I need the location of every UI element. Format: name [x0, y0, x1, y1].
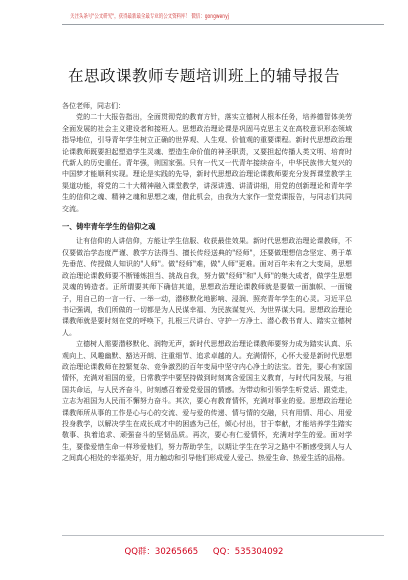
footer — [0, 545, 408, 557]
footer-qq-group: QQ群：30265665 — [124, 547, 199, 557]
document-title: 在思政课教师专题培训班上的辅导报告 — [67, 67, 340, 85]
footer-divider — [62, 535, 384, 536]
body-paragraph: 让有信仰的人讲信仰，方能让学生信服、收获最佳效果。新时代思想政治理论课教师，不仅要做治学态度严谨、教学方法得当、擅长传经送典的"经师"，还要做理想信念坚定、勇于革先垂范、传授做人知识的"人师"。做"经师"难，做"人师"更难。面对百年未有之大变局，思想政治理论课教师要不断锤炼担当、挑战自我，努力做"经师"和"人师"的集大成者，做学生思想灵魂的铸造者。正所谓要其师下确信其道，思想政治理论课教师就是要做一面旗帜、一面镜子，用自己的一言一行、一举一动，潜移默化地影响、浸润、照亮青年学生的心灵。习近平总书记强调，我们所做的一切都是为人民谋幸福、为民族谋复兴、为世界谋大同。思想政治理论课教师就是要时刻在党的呼唤下，扎根三尺讲台、守护一方净土、潜心教书育人、踏实立德树人。 — [62, 237, 352, 337]
promo-banner — [70, 13, 370, 21]
section-heading: 一、铸牢青年学生的信仰之魂 — [62, 222, 156, 232]
salutation: 各位老师，同志们： — [62, 102, 125, 110]
promo-text: 关注头条号"公文研究"，获得最新最全最专业的公文资料库！ 微信：gongwenyj — [70, 13, 229, 20]
body-paragraph: 立德树人需要潜移默化、润物无声，新时代思想政治理论课教师要努力成为踏实认真、乐观向上、风趣幽默、豁达开朗、注重细节、追求卓越的人。充满情怀，心怀大爱是新时代思想政治理论课教师在控繁复杂、竞争激烈的百年变局中坚守内心净土的法宝。首先，要心有家国情怀，充满对祖国的爱，日常教学中要坚持做到时刻寓含爱国主义教育，与时代同发展，与祖国共命运，与人民齐奋斗，时刻感召着爱党爱国的情感。为带动和引领学生听党话、跟党走，立志为祖国为人民而不懈努力奋斗。其次，要心有教育情怀，充满对事业的爱。思想政治理论课教师所从事的工作是心与心的交流、爱与爱的传递、情与情的交融，只有用情、用心、用爱投身教学，以解决学生在成长成才中的困惑为己任，倾心付出，甘于奉献，才能培养学生踏实敬事、执着追求、顽强奋斗的坚韧品质。再次，要心有仁爱情怀，充满对学生的爱。面对学生，要像爱惜生命一样珍爱他们，努力帮助学生，以期让学生在学习之路中不断感受到人与人之间真心相处的幸福美好，用力触动和引导他们形成爱人爱己、热爱生命、热爱生活的品格。 — [62, 340, 352, 463]
intro-paragraph: 党的二十大报告指出，全面贯彻党的教育方针，落实立德树人根本任务，培养德智体美劳全面发展的社会主义建设者和接班人。思想政治理论课是巩固马克思主义在高校意识形态领域指导地位，引导青年学生树立正确的世界观、人生观、价值观的重要课程。新时代思想政治理论课教师既要担起塑造学生灵魂、塑造生命价值的神圣职责，又要担起传播人类文明、培育时代新人的历史重任。青年强，则国家强。只有一代又一代青年接续奋斗，中华民族伟大复兴的中国梦才能顺利实现。理论是实践的先导，新时代思想政治理论课教师要充分发挥课堂教学主渠道功能，将党的二十大精神融入课堂教学，讲深讲透、讲清讲细，用党的创新理论和青年学生的信仰之魂、精神之魂和思想之魂，借此机会，由我为大家作一堂党课报告，与同志们共同交流。 — [62, 113, 352, 213]
header-divider — [62, 24, 384, 25]
document-body — [62, 101, 352, 465]
footer-qq: QQ：535304092 — [212, 547, 284, 557]
